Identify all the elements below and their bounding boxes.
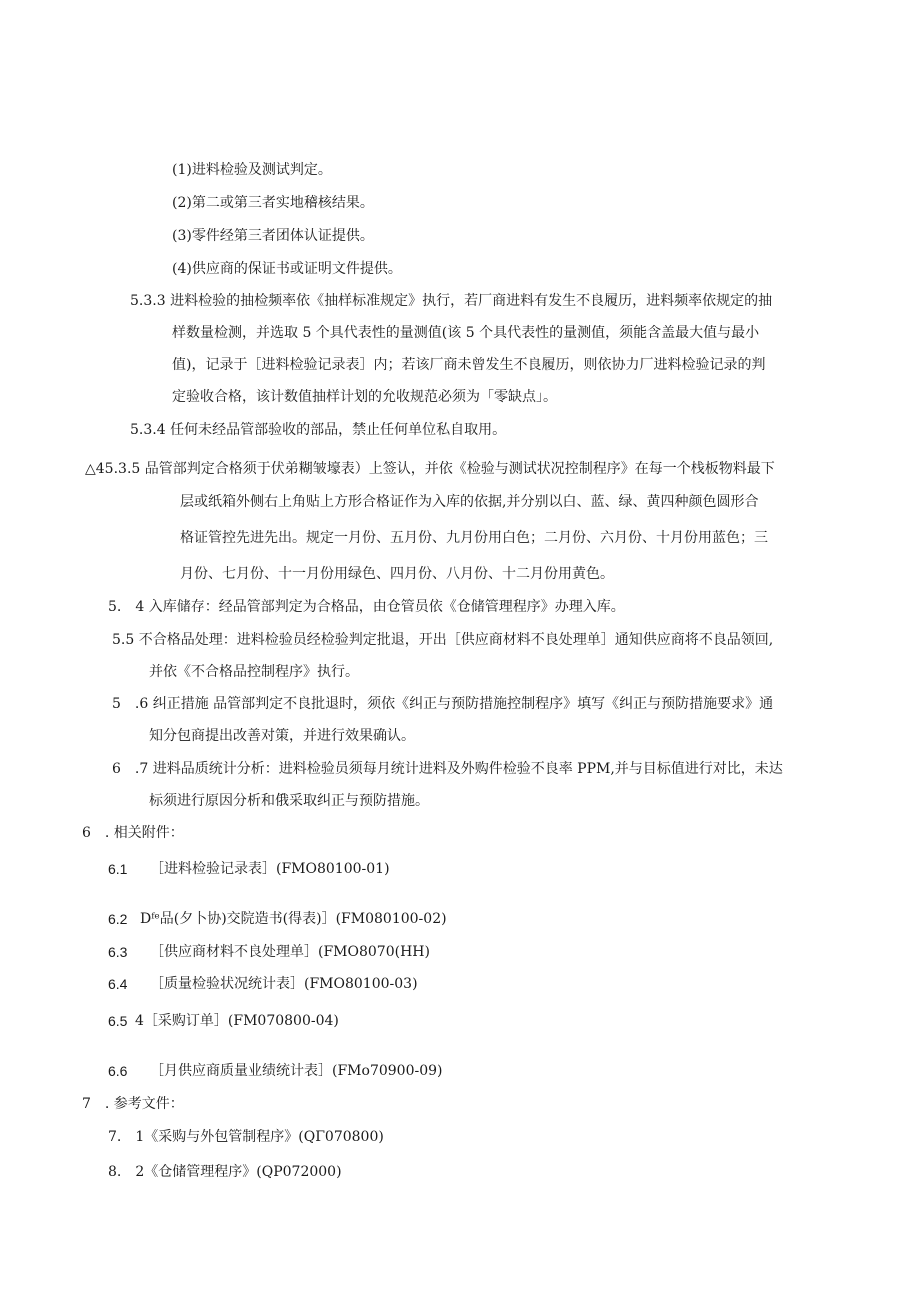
section-5-6-line: 知分包商提出改善对策，并进行效果确认。	[149, 728, 415, 744]
attachment-item: ［质量检验状况统计表］(FMO80100-03)	[150, 976, 418, 992]
section-5-3-3-line: 定验收合格，该计数值抽样计划的允收规范必须为「零缺点」。	[172, 389, 557, 405]
attachment-item: Dᶠᵉ品(夕卜协)交院造书(得表)］(FM080100-02)	[140, 911, 447, 927]
section-5-6-line: 5 .6 纠正措施 品管部判定不良批退时，须依《纠正与预防措施控制程序》填写《纠正与预防措施要求》通	[112, 696, 774, 712]
section-5-3-5-line: △45.3.5 品管部判定合格须于伏弟糊皱壕表）上签认，并依《检验与测试状况控制程序》在每一个栈板物料最下	[85, 461, 775, 477]
section-5-3-5-line: 层或纸箱外侧右上角贴上方形合格证作为入库的依据,并分别以白、蓝、绿、黄四种颜色圆形合	[180, 494, 759, 510]
attachment-number: 6.3	[108, 944, 128, 960]
criteria-item: (1)进料检验及测试判定。	[172, 162, 332, 178]
section-5-5-line: 5.5 不合格品处理：进料检验员经检验判定批退，开出［供应商材料不良处理单］通知供应商将不良品领回,	[112, 632, 774, 648]
attachment-number: 6.4	[108, 976, 128, 992]
attachment-number: 6.6	[108, 1063, 128, 1079]
section-5-3-3-line: 值)，记录于［进料检验记录表］内；若该厂商未曾发生不良履历，则依协力厂进料检验记录的判	[172, 357, 766, 373]
section-5-3-4: 5.3.4 任何未经品管部验收的部品，禁止任何单位私自取用。	[130, 422, 507, 438]
criteria-item: (2)第二或第三者实地稽核结果。	[172, 195, 374, 211]
criteria-item: (3)零件经第三者团体认证提供。	[172, 228, 374, 244]
section-5-3-3-line: 5.3.3 进料检验的抽检频率依《抽样标准规定》执行，若厂商进料有发生不良履历，进料频率依规定的抽	[130, 293, 773, 309]
attachment-item: 4［采购订单］(FM070800-04)	[135, 1013, 339, 1029]
section-5-3-3-line: 样数量检测，并选取 5 个具代表性的量测值(该 5 个具代表性的量测值，须能含盖最大值与最小	[172, 325, 760, 341]
attachment-item: ［进料检验记录表］(FMO80100-01)	[150, 861, 390, 877]
attachment-number: 6.2	[108, 911, 128, 927]
attachment-item: ［供应商材料不良处理单］(FMO8070(HH)	[150, 944, 430, 960]
section-5-3-5-line: 月份、七月份、十一月份用绿色、四月份、八月份、十二月份用黄色。	[180, 566, 614, 582]
reference-item: 8. 2《仓储管理程序》(QP072000)	[108, 1164, 342, 1180]
section-6-heading: 6 . 相关附件：	[82, 825, 184, 841]
section-5-7-line: 6 .7 进料品质统计分析：进料检验员须每月统计进料及外购件检验不良率 PPM,并与目标值进行对比，未达	[112, 761, 783, 777]
section-7-heading: 7 . 参考文件：	[82, 1096, 184, 1112]
section-5-5-line: 并依《不合格品控制程序》执行。	[149, 664, 359, 680]
section-5-3-5-line: 格证管控先进先出。规定一月份、五月份、九月份用白色；二月份、六月份、十月份用蓝色；三	[180, 530, 768, 546]
section-5-7-line: 标须进行原因分析和俄采取纠正与预防措施。	[149, 793, 429, 809]
attachment-number: 6.1	[108, 861, 128, 877]
attachment-number: 6.5	[108, 1013, 128, 1029]
criteria-item: (4)供应商的保证书或证明文件提供。	[172, 261, 402, 277]
attachment-item: ［月供应商质量业绩统计表］(FMo70900-09)	[150, 1063, 443, 1079]
reference-item: 7. 1《采购与外包管制程序》(QΓ070800)	[108, 1129, 384, 1145]
section-5-4: 5. 4 入库储存：经品管部判定为合格品，由仓管员依《仓储管理程序》办理入库。	[108, 599, 625, 615]
